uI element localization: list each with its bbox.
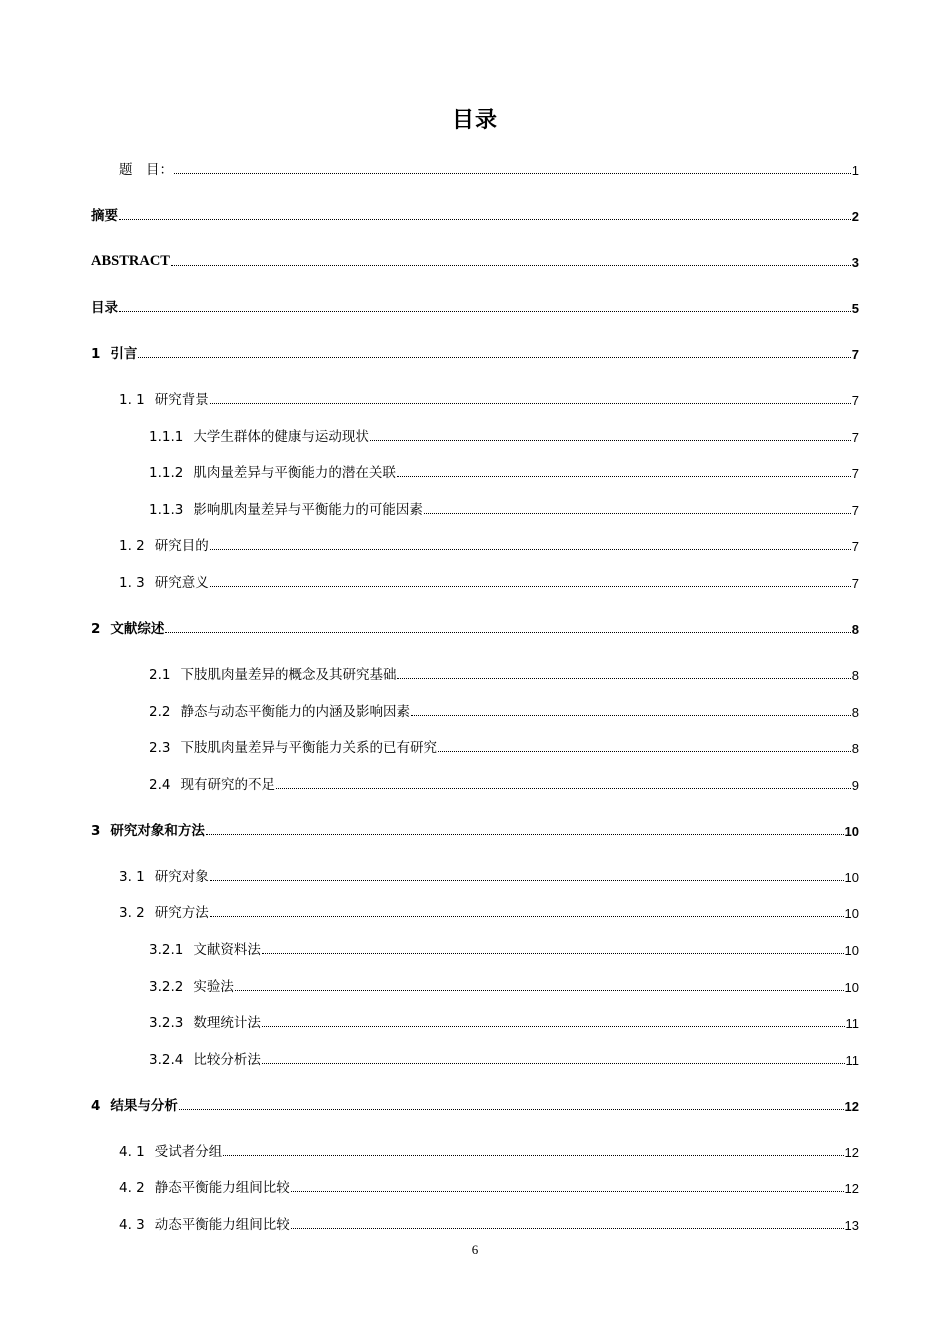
toc-entry-page: 11: [845, 1016, 859, 1031]
toc-entry-page: 7: [851, 539, 859, 554]
toc-leader: [174, 173, 851, 174]
toc-leader: [397, 476, 851, 477]
toc-entry-page: 7: [851, 466, 859, 481]
toc-entry-number: 3.2.3: [149, 1015, 184, 1031]
toc-entry-page: 13: [844, 1218, 859, 1233]
toc-entry-section-3-2[interactable]: [119, 901, 859, 921]
toc-entry-section-3-2-4[interactable]: [149, 1048, 859, 1068]
toc-entry-page: 9: [851, 778, 859, 793]
toc-entry-page: 1: [851, 163, 859, 178]
toc-entry-text: 研究意义: [154, 575, 209, 591]
toc-entry-text: 受试者分组: [154, 1144, 223, 1160]
toc-entry-text: 研究目的: [154, 538, 209, 554]
toc-entry-text: 静态平衡能力组间比较: [154, 1180, 290, 1196]
toc-entry-page: 12: [844, 1181, 859, 1196]
toc-leader: [262, 1026, 845, 1027]
toc-entry-section-1-1-1[interactable]: [149, 425, 859, 445]
toc-entry-text: 数理统计法: [193, 1015, 261, 1031]
toc-leader: [438, 751, 851, 752]
toc-entry-section-3-2-2[interactable]: [149, 975, 859, 995]
toc-entry-page: 7: [851, 347, 859, 362]
toc-leader: [424, 513, 851, 514]
toc-entry-number: 2.3: [149, 740, 171, 756]
toc-entry-section-2-1[interactable]: [149, 663, 859, 683]
toc-entry-page: 8: [851, 668, 859, 683]
toc-leader: [397, 678, 850, 679]
toc-entry-number: 1. 3: [119, 575, 145, 591]
toc-entry-text: 下肢肌肉量差异的概念及其研究基础: [180, 667, 397, 683]
toc-entry-section-1-1-3[interactable]: [149, 498, 859, 518]
toc-entry-text: 肌肉量差异与平衡能力的潜在关联: [193, 465, 396, 481]
toc-leader: [210, 586, 851, 587]
toc-entry-text: 研究对象和方法: [110, 823, 205, 839]
toc-entry-text: 结果与分析: [110, 1098, 178, 1114]
toc-entry-text: 实验法: [193, 979, 234, 995]
toc-entry-text: 下肢肌肉量差异与平衡能力关系的已有研究: [180, 740, 437, 756]
toc-entry-page: 10: [844, 943, 859, 958]
toc-leader: [235, 990, 844, 991]
toc-leader: [119, 219, 851, 220]
toc-entry-section-4-1[interactable]: [119, 1140, 859, 1160]
toc-entry-chapter-2[interactable]: [91, 617, 859, 637]
toc-entry-section-3-2-3[interactable]: [149, 1011, 859, 1031]
toc-entry-section-1-2[interactable]: [119, 534, 859, 554]
toc-entry-section-1-1[interactable]: [119, 388, 859, 408]
toc-entry-page: 10: [844, 870, 859, 885]
toc-entry-page: 7: [851, 576, 859, 591]
toc-entry-number: 4. 2: [119, 1180, 145, 1196]
toc-entry-number: 4: [91, 1098, 101, 1114]
toc-entry-page: 8: [851, 622, 859, 637]
toc-leader: [276, 788, 851, 789]
toc-entry-page: 7: [851, 430, 859, 445]
toc-entry-page: 7: [851, 393, 859, 408]
toc-entry-text: 影响肌肉量差异与平衡能力的可能因素: [193, 502, 423, 518]
toc-entry-text: 动态平衡能力组间比较: [154, 1217, 290, 1233]
toc-leader: [138, 357, 850, 358]
toc-entry-number: 1: [91, 346, 101, 362]
toc-leader: [119, 311, 851, 312]
toc-entry-section-3-1[interactable]: [119, 865, 859, 885]
toc-entry-page: 8: [851, 741, 859, 756]
toc-entry-text: 研究方法: [154, 905, 209, 921]
toc-leader: [223, 1155, 843, 1156]
toc-leader: [370, 440, 851, 441]
toc-entry-section-4-2[interactable]: [119, 1176, 859, 1196]
toc-leader: [262, 953, 844, 954]
page-number: 6: [471, 1242, 479, 1257]
toc-entry-text: 题 目：: [119, 162, 173, 178]
toc-entry-number: 3. 1: [119, 869, 145, 885]
toc-entry-text: 引言: [110, 346, 138, 362]
toc-entry-number: 2.2: [149, 704, 171, 720]
toc-leader: [179, 1109, 844, 1110]
toc-leader: [206, 834, 844, 835]
toc-entry-text: 研究对象: [154, 869, 209, 885]
toc-entry-section-4-3[interactable]: [119, 1213, 859, 1233]
toc-entry-text: 研究背景: [154, 392, 209, 408]
toc-entry-page: 12: [844, 1099, 859, 1114]
toc-leader: [210, 880, 844, 881]
toc-entry-text: 文献资料法: [193, 942, 261, 958]
toc-leader: [291, 1191, 844, 1192]
toc-leader: [165, 632, 850, 633]
toc-entry-number: 1. 1: [119, 392, 145, 408]
toc-entry-text: 文献综述: [110, 621, 165, 637]
toc-entry-text: 摘要: [91, 208, 118, 224]
toc-entry-page: 10: [844, 906, 859, 921]
toc-entry-number: 1.1.3: [149, 502, 184, 518]
toc-entry-number: 3.2.4: [149, 1052, 184, 1068]
toc-entry-text: 目录: [91, 300, 118, 316]
toc-entry-text: 现有研究的不足: [180, 777, 275, 793]
toc-entry-page: 12: [844, 1145, 859, 1160]
toc-entry-number: 1.1.1: [149, 429, 184, 445]
toc-entry-number: 3: [91, 823, 101, 839]
toc-entry-number: 3.2.1: [149, 942, 184, 958]
toc-entry-page: 10: [844, 980, 859, 995]
toc-leader: [210, 403, 851, 404]
toc-entry-number: 3.2.2: [149, 979, 184, 995]
toc-entry-number: 1.1.2: [149, 465, 184, 481]
toc-entry-chapter-3[interactable]: [91, 819, 859, 839]
toc-entry-section-1-1-2[interactable]: [149, 461, 859, 481]
toc-entry-section-1-3[interactable]: [119, 571, 859, 591]
toc-entry-number: 1. 2: [119, 538, 145, 554]
toc-leader: [411, 715, 851, 716]
toc-entry-number: 2.1: [149, 667, 171, 683]
toc-entry-abstract-cn[interactable]: [91, 204, 859, 224]
toc-entry-number: 2: [91, 621, 101, 637]
toc-entry-page: 8: [851, 705, 859, 720]
toc-entry-number: 2.4: [149, 777, 171, 793]
toc-leader: [171, 265, 851, 266]
toc-entry-text: ABSTRACT: [91, 253, 170, 269]
toc-entry-section-2-4[interactable]: [149, 773, 859, 793]
toc-entry-chapter-1[interactable]: [91, 342, 859, 362]
toc-leader: [291, 1228, 844, 1229]
toc-entry-number: 4. 1: [119, 1144, 145, 1160]
toc-entry-number: 4. 3: [119, 1217, 145, 1233]
toc-entry-abstract-en[interactable]: [91, 250, 859, 270]
toc-leader: [210, 916, 844, 917]
toc-entry-contents[interactable]: [91, 296, 859, 316]
toc-leader: [210, 549, 851, 550]
toc-entry-section-2-3[interactable]: [149, 736, 859, 756]
page-title: 目录: [451, 108, 498, 133]
toc-entry-page: 11: [845, 1053, 859, 1068]
toc-entry-page: 7: [851, 503, 859, 518]
toc-entry-page: 10: [844, 824, 859, 839]
toc-entry-number: 3. 2: [119, 905, 145, 921]
toc-entry-section-2-2[interactable]: [149, 700, 859, 720]
toc-entry-text: 大学生群体的健康与运动现状: [193, 429, 369, 445]
toc-entry-section-3-2-1[interactable]: [149, 938, 859, 958]
toc-entry-chapter-4[interactable]: [91, 1094, 859, 1114]
toc-entry-page: 2: [851, 209, 859, 224]
toc-entry-page: 3: [851, 255, 859, 270]
toc-leader: [262, 1063, 845, 1064]
toc-entry-page: 5: [851, 301, 859, 316]
toc-entry-title-page[interactable]: [119, 158, 859, 178]
toc-entry-text: 静态与动态平衡能力的内涵及影响因素: [180, 704, 410, 720]
toc-entry-text: 比较分析法: [193, 1052, 261, 1068]
